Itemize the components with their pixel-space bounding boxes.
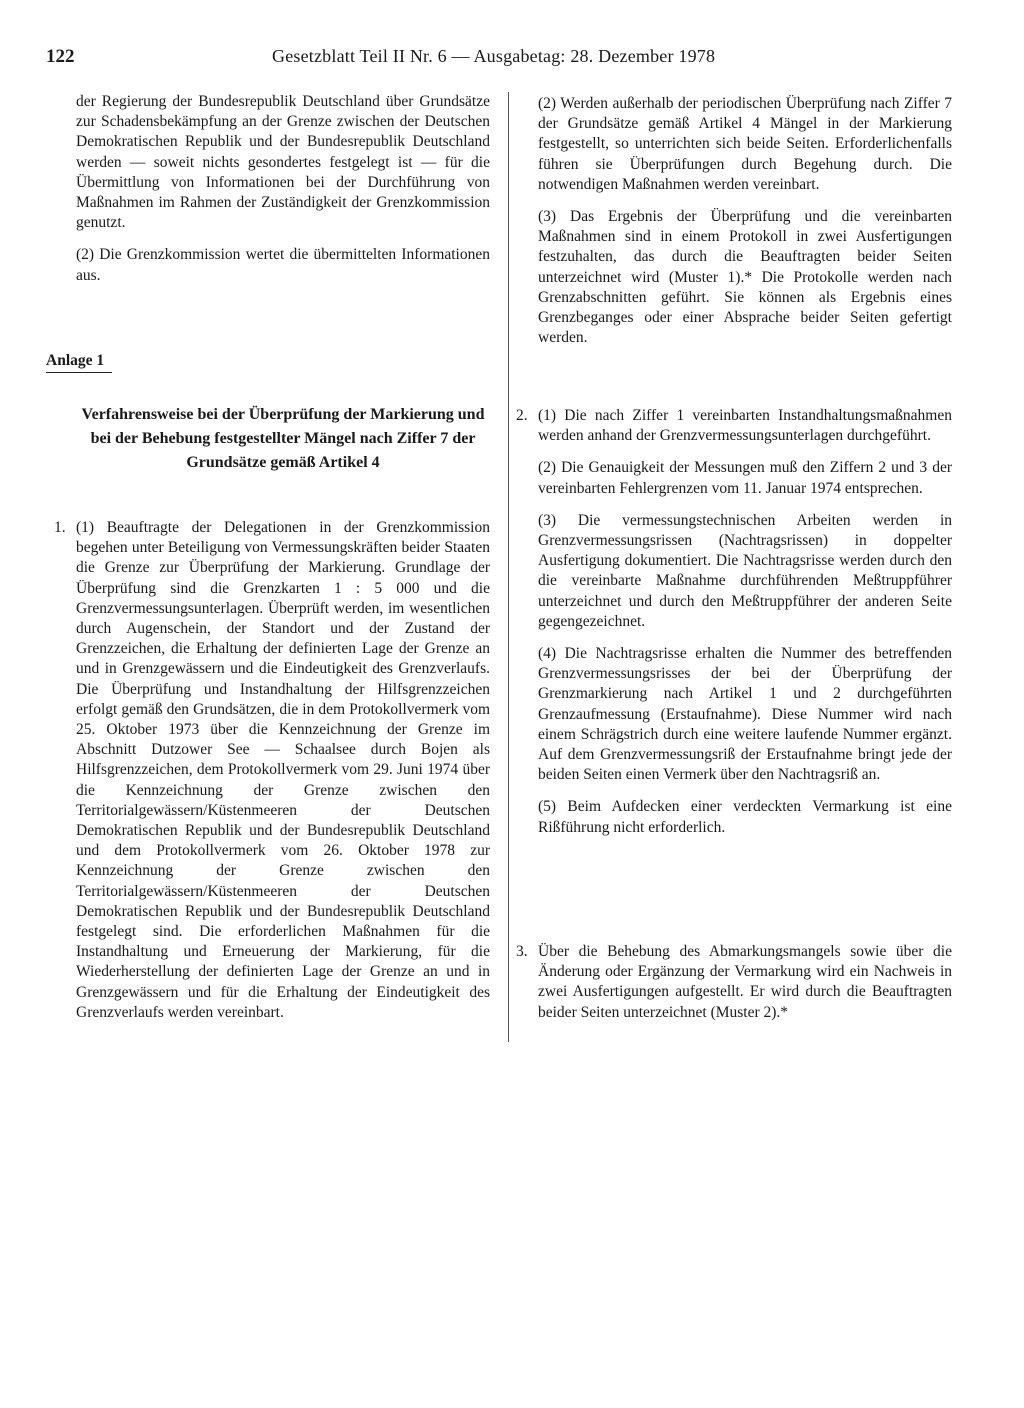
item-1-number: 1. xyxy=(54,519,66,536)
item-3-number: 3. xyxy=(516,943,528,960)
item-2-number: 2. xyxy=(516,407,528,424)
page-header xyxy=(46,46,986,76)
item-3-text: Über die Behebung des Abmarkungsmangels sowie über die Änderung oder Ergänzung der Vermarkung wird ein Nachweis in zwei Ausfertigungen aufgestellt. Er wird durch die Beauftragten beider Seiten unterzeichnet (Muster 2).* xyxy=(538,943,952,1021)
running-head: Gesetzblatt Teil II Nr. 6 — Ausgabetag: 28. Dezember 1978 xyxy=(272,46,716,66)
page-number: 122 xyxy=(46,46,75,67)
item-2 xyxy=(516,406,952,838)
column-divider xyxy=(508,92,509,1042)
item-3 xyxy=(516,942,952,1023)
item-2-sub-4: (4) Die Nachtragsrisse erhalten die Nummer des betreffenden Grenzvermessungsrisses der bei der Überprüfung der Grenzmarkierung nach Artikel 1 und 2 durchgeführten Grenzaufmessung (Erstaufnahme). Diese Nummer wird nach einem Schrägstrich durch eine weitere laufende Nummer ergänzt. Auf dem Grenzvermessungsriß der Erstaufnahme bringt jede der beiden Seiten einen Vermerk über den Nachtragsriß an. xyxy=(538,645,952,784)
left-column-top xyxy=(76,92,490,286)
paragraph-2: (2) Die Grenzkommission wertet die übermittelten Informationen aus. xyxy=(76,246,490,284)
item-2-sub-1: (1) Die nach Ziffer 1 vereinbarten Instandhaltungsmaßnahmen werden anhand der Grenzvermessungsunterlagen durchgeführt. xyxy=(538,407,952,445)
item-1-text: (1) Beauftragte der Delegationen in der Grenzkommission begehen unter Beteiligung von Vermessungskräften beider Staaten die Grenze zur Überprüfung der Markierung. Grundlage der Überprüfung sind die Grenzkarten 1 : 5 000 und die Grenzvermessungsunterlagen. Überprüft werden, im wesentlichen durch Augenschein, der Standort und der Zustand der Grenzzeichen, die Erhaltung der definierten Lage der Grenze an und in Grenzgewässern und die Eindeutigkeit des Grenzverlaufs. Die Überprüfung und Instandhaltung der Hilfsgrenzzeichen erfolgt gemäß den Grundsätzen, die in dem Protokollvermerk vom 25. Oktober 1973 über die Kennzeichnung der Grenze im Abschnitt Dutzower See — Schaalsee durch Bojen als Hilfsgrenzzeichen, dem Protokollvermerk vom 29. Juni 1974 über die Kennzeichnung der Grenze zwischen den Territorialgewässern/Küstenmeeren der Deutschen Demokratischen Republik und der Bundesrepublik Deutschland und dem Protokollvermerk vom 26. Oktober 1978 zur Kennzeichnung der Grenze zwischen den Territorialgewässern/Küstenmeeren der Deutschen Demokratischen Republik und der Bundesrepublik Deutschland festgelegt sind. Die erforderlichen Maßnahmen für die Instandhaltung und Erneuerung der Markierung, für die Wiederherstellung der definierten Lage der Grenze an und in Grenzgewässern und für die Erhaltung der Eindeutigkeit des Grenzverlaufs werden vereinbart. xyxy=(76,519,490,1021)
item-2-sub-5: (5) Beim Aufdecken einer verdeckten Vermarkung ist eine Rißführung nicht erforderlich. xyxy=(538,798,952,836)
item-2-sub-2: (2) Die Genauigkeit der Messungen muß den Ziffern 2 und 3 der vereinbarten Fehlergrenzen vom 11. Januar 1974 entsprechen. xyxy=(538,459,952,497)
right-paragraph-2: (2) Werden außerhalb der periodischen Überprüfung nach Ziffer 7 der Grundsätze gemäß Artikel 4 Mängel in der Markierung festgestellt, so unterrichten sich beide Seiten. Erforderlichenfalls führen sie Überprüfungen durch Begehung durch. Die notwendigen Maßnahmen werden vereinbart. xyxy=(538,95,952,193)
item-1 xyxy=(54,518,490,1023)
anlage-label: Anlage 1 xyxy=(46,352,112,373)
intro-paragraph: der Regierung der Bundesrepublik Deutschland über Grundsätze zur Schadensbekämpfung an der Grenze zwischen der Deutschen Demokratischen Republik und der Bundesrepublik Deutschland werden — soweit nichts gesondertes festgelegt ist — für die Übermittlung von Informationen bei der Durchführung von Maßnahmen im Rahmen der Zuständigkeit der Grenzkommission genutzt. xyxy=(76,93,490,232)
right-column-top xyxy=(538,94,952,348)
right-paragraph-3: (3) Das Ergebnis der Überprüfung und die vereinbarten Maßnahmen sind in einem Protokoll in zwei Ausfertigungen festzuhalten, das durch die Beauftragten beider Seiten unterzeichnet wird (Muster 1).* Die Protokolle werden nach Grenzabschnitten geführt. Sie können als Ergebnis eines Grenzbeganges oder einer Absprache beider Seiten gefertigt werden. xyxy=(538,208,952,347)
item-2-sub-3: (3) Die vermessungstechnischen Arbeiten werden in Grenzvermessungsrissen (Nachtragsrissen) in doppelter Ausfertigung dokumentiert. Die Nachtragsrisse werden durch den die vereinbarte Maßnahme durchführenden Meßtruppführer unterzeichnet und durch den Meßtruppführer der anderen Seite gegengezeichnet. xyxy=(538,511,952,630)
annex-heading: Verfahrensweise bei der Überprüfung der Markierung und bei der Behebung festgestellter Mängel nach Ziffer 7 der Grundsätze gemäß Artikel 4 xyxy=(81,406,485,471)
